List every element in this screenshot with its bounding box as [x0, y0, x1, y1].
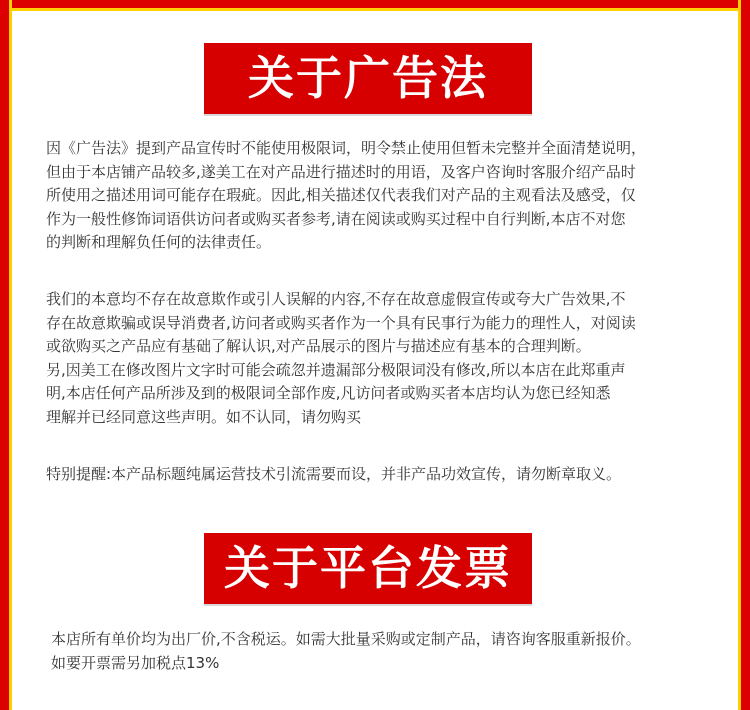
frame-top-border — [0, 0, 750, 11]
text-line: 但由于本店铺产品较多,遂美工在对产品进行描述时的用语，及客户咨询时客服介绍产品时 — [46, 162, 636, 181]
text-line: 作为一般性修饰词语供访问者或购买者参考,请在阅读或购买过程中自行判断,本店不对您 — [46, 209, 626, 228]
notice-text: 特别提醒:本产品标题纯属运营技术引流需要而设，并非产品功效宣传，请勿断章取义。 — [46, 465, 622, 483]
frame-right-border — [738, 0, 750, 710]
text-line: 因《广告法》提到产品宣传时不能使用极限词，明令禁止使用但暂未完整并全面清楚说明， — [46, 139, 647, 157]
text-line: 如要开票需另加税点13% — [51, 653, 220, 672]
text-line: 明,本店任何产品所涉及到的极限词全部作废,凡访问者或购买者本店均认为您已经知悉 — [46, 384, 611, 402]
text-line: 的判断和理解负任何的法律责任。 — [46, 233, 272, 251]
ad-law-title: 关于广告法 — [204, 43, 532, 114]
ad-law-paragraph-1 — [46, 137, 711, 255]
text-line: 或欲购买之产品应有基础了解认识,对产品展示的图片与描述应有基本的合理判断。 — [46, 337, 591, 355]
text-line: 所使用之描述用词可能存在瑕疵。因此,相关描述仅代表我们对产品的主观看法及感受，仅 — [46, 186, 636, 204]
text-line: 我们的本意均不存在故意欺作或引人误解的内容,不存在故意虚假宣传或夸大广告效果,不 — [46, 290, 626, 308]
text-line: 另,因美工在修改图片文字时可能会疏忽并遗漏部分极限词没有修改,所以本店在此郑重声 — [46, 360, 626, 379]
invoice-title: 关于平台发票 — [204, 533, 532, 604]
text-line: 本店所有单价均为出厂价,不含税运。如需大批量采购或定制产品，请咨询客服重新报价。 — [51, 630, 641, 648]
text-line: 理解并已经同意这些声明。如不认同，请勿购买 — [46, 407, 362, 426]
frame-left-border — [0, 0, 12, 710]
text-line: 存在故意欺骗或误导消费者,访问者或购买者作为一个具有民事行为能力的理性人，对阅读 — [46, 313, 636, 332]
ad-law-paragraph-2 — [46, 288, 711, 429]
invoice-paragraph — [51, 628, 716, 675]
special-notice — [46, 463, 711, 487]
